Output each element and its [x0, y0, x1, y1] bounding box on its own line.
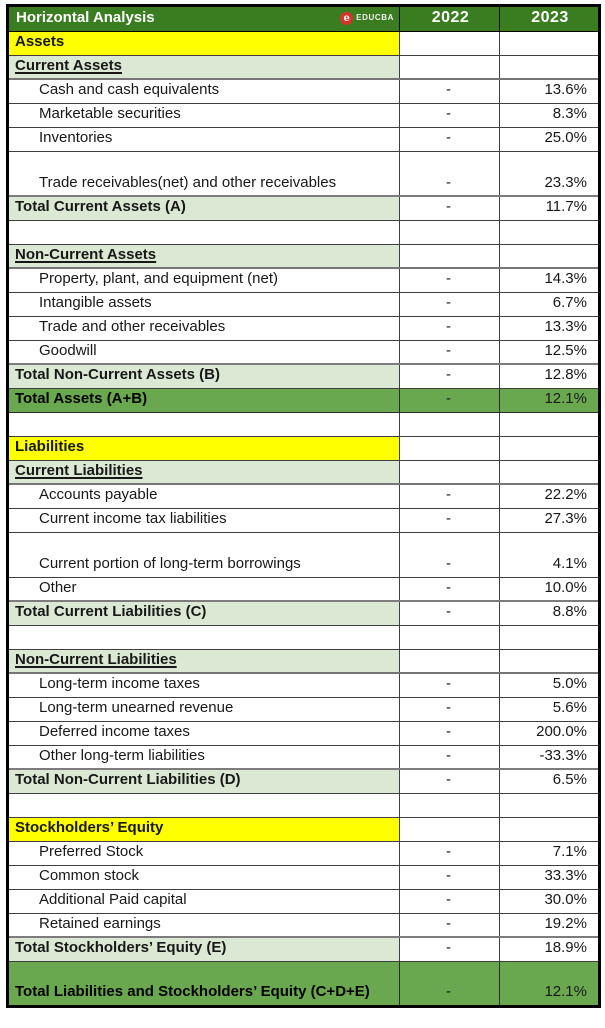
table-row [8, 79, 600, 103]
value-2023-cell: 8.8% [500, 601, 600, 625]
value-2023-cell: 200.0% [500, 721, 600, 745]
row-label-cell: Preferred Stock [8, 841, 400, 865]
table-row [8, 961, 600, 1006]
table-row [8, 244, 600, 268]
value-2023-cell [500, 817, 600, 841]
row-label-cell: Current income tax liabilities [8, 508, 400, 532]
table-row [8, 649, 600, 673]
value-2022-cell: - [400, 697, 500, 721]
value-2023-cell: 33.3% [500, 865, 600, 889]
value-2023-cell [500, 436, 600, 460]
value-2023-cell: 6.5% [500, 769, 600, 793]
value-2023-cell [500, 244, 600, 268]
value-2023-cell: 13.3% [500, 316, 600, 340]
value-2022-cell: - [400, 316, 500, 340]
value-2022-cell: - [400, 292, 500, 316]
table-row [8, 436, 600, 460]
value-2023-cell [500, 55, 600, 79]
row-label-cell: Cash and cash equivalents [8, 79, 400, 103]
value-2023-cell: 14.3% [500, 268, 600, 292]
value-2022-cell: - [400, 79, 500, 103]
value-2022-cell: - [400, 532, 500, 577]
column-header-2022: 2022 [400, 6, 500, 32]
value-2022-cell [400, 244, 500, 268]
table-row [8, 913, 600, 937]
value-2022-cell [400, 625, 500, 649]
row-label-cell: Long-term income taxes [8, 673, 400, 697]
value-2023-cell [500, 220, 600, 244]
value-2023-cell [500, 31, 600, 55]
value-2023-cell: 12.5% [500, 340, 600, 364]
value-2022-cell: - [400, 508, 500, 532]
value-2022-cell: - [400, 601, 500, 625]
table-body [8, 31, 600, 1006]
table-row [8, 532, 600, 577]
value-2023-cell: 13.6% [500, 79, 600, 103]
table-row [8, 625, 600, 649]
row-label-cell: Total Liabilities and Stockholders’ Equity (C+D+E) [8, 961, 400, 1006]
horizontal-analysis-sheet [6, 4, 598, 1008]
table-row [8, 292, 600, 316]
row-label-cell: Liabilities [8, 436, 400, 460]
educba-circle-e-icon: e [340, 12, 353, 25]
value-2022-cell: - [400, 745, 500, 769]
educba-logo [340, 12, 394, 25]
table-row [8, 220, 600, 244]
table-row [8, 817, 600, 841]
horizontal-analysis-table [6, 4, 601, 1008]
row-label-cell [8, 220, 400, 244]
value-2023-cell [500, 412, 600, 436]
table-row [8, 601, 600, 625]
row-label-cell: Other [8, 577, 400, 601]
row-label-cell: Marketable securities [8, 103, 400, 127]
value-2022-cell [400, 460, 500, 484]
value-2023-cell: 10.0% [500, 577, 600, 601]
row-label-cell: Trade and other receivables [8, 316, 400, 340]
table-row [8, 316, 600, 340]
row-label-cell: Total Stockholders’ Equity (E) [8, 937, 400, 961]
value-2022-cell: - [400, 484, 500, 508]
value-2022-cell: - [400, 889, 500, 913]
value-2023-cell: 25.0% [500, 127, 600, 151]
page-title: Horizontal Analysis [16, 9, 155, 27]
value-2023-cell: 27.3% [500, 508, 600, 532]
row-label-cell: Assets [8, 31, 400, 55]
value-2023-cell: 5.0% [500, 673, 600, 697]
value-2022-cell [400, 649, 500, 673]
value-2023-cell: 8.3% [500, 103, 600, 127]
value-2023-cell: 11.7% [500, 196, 600, 220]
educba-logo-text: EDUCBA [356, 13, 394, 23]
value-2023-cell: 7.1% [500, 841, 600, 865]
row-label-cell: Total Assets (A+B) [8, 388, 400, 412]
value-2023-cell [500, 625, 600, 649]
value-2022-cell: - [400, 769, 500, 793]
row-label-cell: Total Current Assets (A) [8, 196, 400, 220]
table-row [8, 364, 600, 388]
value-2023-cell: 30.0% [500, 889, 600, 913]
value-2022-cell: - [400, 268, 500, 292]
row-label-cell: Property, plant, and equipment (net) [8, 268, 400, 292]
value-2023-cell: 23.3% [500, 151, 600, 196]
row-label-cell: Current portion of long-term borrowings [8, 532, 400, 577]
row-label-cell: Deferred income taxes [8, 721, 400, 745]
row-label-cell [8, 412, 400, 436]
value-2022-cell [400, 412, 500, 436]
value-2023-cell: 22.2% [500, 484, 600, 508]
row-label-cell: Intangible assets [8, 292, 400, 316]
value-2022-cell: - [400, 961, 500, 1006]
table-row [8, 55, 600, 79]
table-row [8, 745, 600, 769]
value-2023-cell: 12.1% [500, 961, 600, 1006]
value-2022-cell: - [400, 673, 500, 697]
row-label-cell: Current Assets [8, 55, 400, 79]
value-2022-cell: - [400, 388, 500, 412]
row-label-cell: Current Liabilities [8, 460, 400, 484]
value-2022-cell: - [400, 127, 500, 151]
table-row [8, 340, 600, 364]
value-2022-cell: - [400, 865, 500, 889]
table-row [8, 673, 600, 697]
value-2023-cell: 5.6% [500, 697, 600, 721]
value-2022-cell: - [400, 577, 500, 601]
table-row [8, 388, 600, 412]
row-label-cell: Total Non-Current Liabilities (D) [8, 769, 400, 793]
row-label-cell: Non-Current Assets [8, 244, 400, 268]
value-2022-cell: - [400, 196, 500, 220]
value-2023-cell: 12.1% [500, 388, 600, 412]
row-label-cell [8, 793, 400, 817]
table-row [8, 127, 600, 151]
value-2022-cell [400, 31, 500, 55]
row-label-cell: Total Current Liabilities (C) [8, 601, 400, 625]
value-2022-cell [400, 793, 500, 817]
table-row [8, 577, 600, 601]
table-row [8, 508, 600, 532]
table-row [8, 151, 600, 196]
value-2023-cell: 4.1% [500, 532, 600, 577]
header-row [8, 6, 600, 32]
table-row [8, 460, 600, 484]
value-2023-cell: -33.3% [500, 745, 600, 769]
table-row [8, 841, 600, 865]
value-2023-cell: 6.7% [500, 292, 600, 316]
table-row [8, 484, 600, 508]
row-label-cell: Non-Current Liabilities [8, 649, 400, 673]
table-row [8, 196, 600, 220]
table-row [8, 31, 600, 55]
value-2022-cell: - [400, 841, 500, 865]
table-row [8, 793, 600, 817]
value-2022-cell: - [400, 151, 500, 196]
row-label-cell: Stockholders’ Equity [8, 817, 400, 841]
table-row [8, 889, 600, 913]
row-label-cell: Common stock [8, 865, 400, 889]
row-label-cell: Accounts payable [8, 484, 400, 508]
table-row [8, 412, 600, 436]
column-header-2023: 2023 [500, 6, 600, 32]
row-label-cell [8, 625, 400, 649]
value-2022-cell: - [400, 340, 500, 364]
row-label-cell: Goodwill [8, 340, 400, 364]
table-row [8, 268, 600, 292]
row-label-cell: Retained earnings [8, 913, 400, 937]
value-2023-cell: 18.9% [500, 937, 600, 961]
row-label-cell: Long-term unearned revenue [8, 697, 400, 721]
value-2023-cell [500, 649, 600, 673]
value-2022-cell: - [400, 721, 500, 745]
row-label-cell: Other long-term liabilities [8, 745, 400, 769]
value-2023-cell: 19.2% [500, 913, 600, 937]
value-2022-cell [400, 817, 500, 841]
row-label-cell: Additional Paid capital [8, 889, 400, 913]
table-row [8, 103, 600, 127]
value-2022-cell [400, 220, 500, 244]
value-2022-cell [400, 55, 500, 79]
value-2023-cell: 12.8% [500, 364, 600, 388]
table-title-cell [8, 6, 400, 32]
value-2023-cell [500, 793, 600, 817]
table-row [8, 865, 600, 889]
row-label-cell: Total Non-Current Assets (B) [8, 364, 400, 388]
table-row [8, 721, 600, 745]
value-2022-cell: - [400, 913, 500, 937]
row-label-cell: Trade receivables(net) and other receivables [8, 151, 400, 196]
row-label-cell: Inventories [8, 127, 400, 151]
table-row [8, 769, 600, 793]
value-2022-cell: - [400, 103, 500, 127]
value-2023-cell [500, 460, 600, 484]
value-2022-cell: - [400, 364, 500, 388]
table-row [8, 937, 600, 961]
value-2022-cell: - [400, 937, 500, 961]
table-row [8, 697, 600, 721]
value-2022-cell [400, 436, 500, 460]
